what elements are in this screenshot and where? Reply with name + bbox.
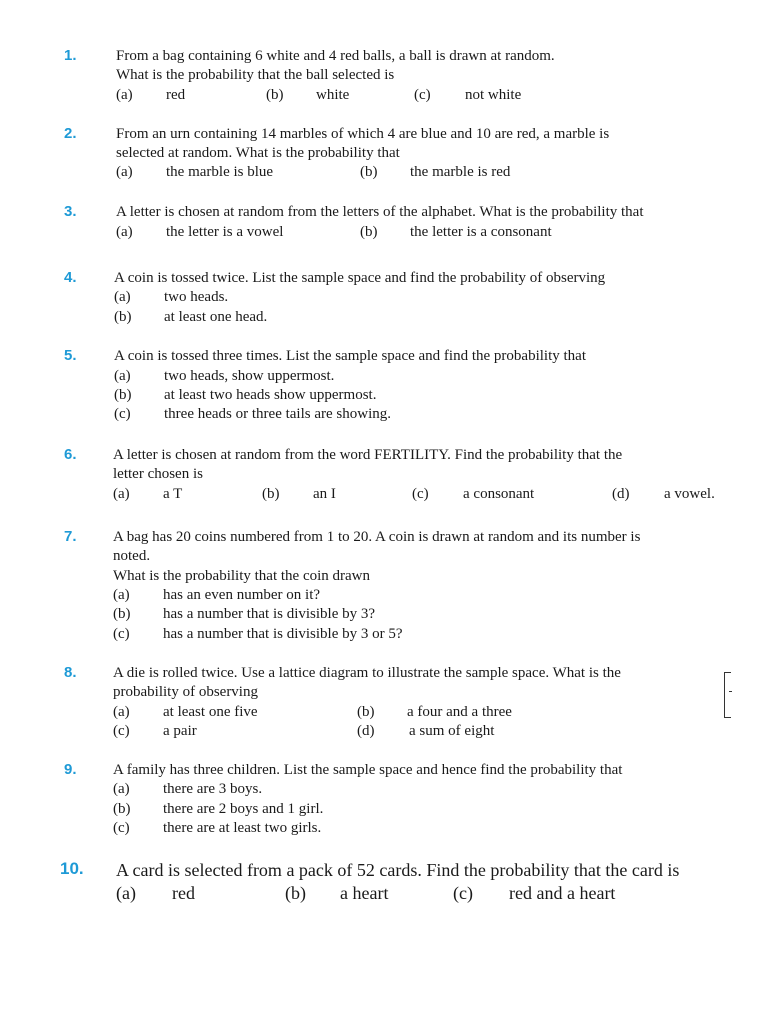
question-number: 10.: [60, 859, 84, 878]
option-label: (b): [262, 486, 280, 502]
question-text: What is the probability that the ball selected is: [116, 67, 395, 83]
option-label: (c): [114, 406, 131, 422]
question-number: 1.: [64, 47, 77, 64]
option-text: at least two heads show uppermost.: [164, 387, 377, 403]
option-text: has an even number on it?: [163, 587, 321, 603]
question-number: 8.: [64, 664, 77, 681]
option-label: (c): [412, 486, 429, 502]
question-text: letter chosen is: [113, 466, 203, 482]
option-label: (b): [357, 704, 375, 720]
option-label: (a): [116, 164, 133, 180]
option-text: there are at least two girls.: [163, 820, 322, 836]
option-label: (d): [612, 486, 630, 502]
option-text: two heads.: [164, 289, 229, 305]
option-text: red: [166, 87, 186, 103]
option-label: (c): [414, 87, 431, 103]
margin-bracket: [724, 672, 731, 718]
margin-bracket-tick: [729, 691, 732, 692]
option-text: not white: [465, 87, 522, 103]
option-label: (a): [116, 883, 136, 903]
option-text: at least one five: [163, 704, 258, 720]
option-text: a consonant: [463, 486, 535, 502]
option-text: an I: [313, 486, 336, 502]
question-text: selected at random. What is the probability that: [116, 145, 400, 161]
option-label: (c): [113, 626, 130, 642]
option-label: (b): [113, 801, 131, 817]
question-number: 4.: [64, 269, 77, 286]
question-text: A card is selected from a pack of 52 cards. Find the probability that the card is: [116, 860, 680, 880]
option-text: the letter is a consonant: [410, 224, 552, 240]
option-label: (a): [114, 368, 131, 384]
question-text: A coin is tossed twice. List the sample space and find the probability of observing: [114, 270, 606, 286]
option-label: (a): [113, 781, 130, 797]
option-label: (c): [113, 820, 130, 836]
option-text: has a number that is divisible by 3?: [163, 606, 376, 622]
question-text: A bag has 20 coins numbered from 1 to 20. A coin is drawn at random and its number is: [113, 529, 641, 545]
option-label: (a): [116, 224, 133, 240]
question-text: A die is rolled twice. Use a lattice diagram to illustrate the sample space. What is the: [113, 665, 621, 681]
option-label: (b): [360, 224, 378, 240]
option-text: the marble is blue: [166, 164, 274, 180]
option-label: (a): [113, 587, 130, 603]
option-text: has a number that is divisible by 3 or 5?: [163, 626, 403, 642]
option-label: (b): [114, 387, 132, 403]
question-text: A letter is chosen at random from the word FERTILITY. Find the probability that the: [113, 447, 623, 463]
question-text: From a bag containing 6 white and 4 red balls, a ball is drawn at random.: [116, 48, 555, 64]
option-text: there are 3 boys.: [163, 781, 263, 797]
question-text: A coin is tossed three times. List the sample space and find the probability that: [114, 348, 586, 364]
option-label: (b): [113, 606, 131, 622]
question-number: 2.: [64, 125, 77, 142]
option-label: (a): [113, 704, 130, 720]
question-number: 5.: [64, 347, 77, 364]
question-text: What is the probability that the coin drawn: [113, 568, 371, 584]
option-label: (b): [266, 87, 284, 103]
option-label: (a): [114, 289, 131, 305]
option-text: there are 2 boys and 1 girl.: [163, 801, 324, 817]
question-text: noted.: [113, 548, 151, 564]
question-text: A letter is chosen at random from the letters of the alphabet. What is the probability that: [116, 204, 644, 220]
question-text: From an urn containing 14 marbles of which 4 are blue and 10 are red, a marble is: [116, 126, 610, 142]
option-label: (a): [113, 486, 130, 502]
question-number: 7.: [64, 528, 77, 545]
option-label: (d): [357, 723, 375, 739]
option-text: red: [172, 883, 195, 903]
option-text: a vowel.: [664, 486, 715, 502]
option-text: the letter is a vowel: [166, 224, 284, 240]
option-label: (b): [285, 883, 306, 903]
question-text: probability of observing: [113, 684, 258, 700]
question-text: A family has three children. List the sample space and hence find the probability that: [113, 762, 623, 778]
option-text: a heart: [340, 883, 389, 903]
option-text: at least one head.: [164, 309, 268, 325]
option-label: (c): [113, 723, 130, 739]
question-number: 3.: [64, 203, 77, 220]
option-text: two heads, show uppermost.: [164, 368, 335, 384]
option-text: three heads or three tails are showing.: [164, 406, 391, 422]
option-label: (b): [114, 309, 132, 325]
option-text: red and a heart: [509, 883, 616, 903]
option-text: the marble is red: [410, 164, 511, 180]
question-number: 9.: [64, 761, 77, 778]
option-label: (c): [453, 883, 473, 903]
option-text: a T: [163, 486, 183, 502]
option-text: a four and a three: [407, 704, 512, 720]
option-label: (a): [116, 87, 133, 103]
option-text: a pair: [163, 723, 197, 739]
option-label: (b): [360, 164, 378, 180]
question-number: 6.: [64, 446, 77, 463]
option-text: white: [316, 87, 350, 103]
option-text: a sum of eight: [409, 723, 495, 739]
